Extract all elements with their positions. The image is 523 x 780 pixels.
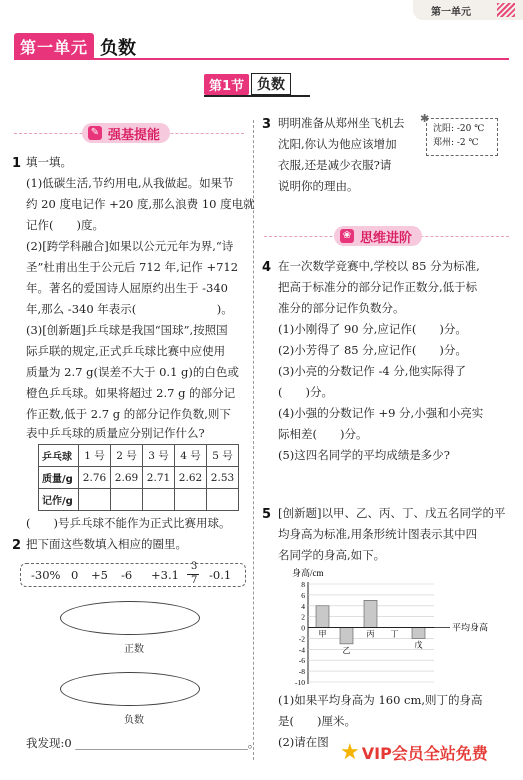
fraction-denominator: 7 [191,575,198,586]
q5-line: 均身高为标准,用条形统计图表示其中四 [278,527,478,541]
y-tick-label: -4 [298,645,305,655]
q5-sub2: (2)请在图 [278,735,329,749]
number-item: 0 [71,568,79,582]
question-number: 5 [262,507,272,522]
table-cell: 2.62 [175,467,207,489]
section-name: 负数 [251,73,291,95]
section-title [204,73,291,95]
q4-line: (4)小强的分数记作 +9 分,小强和小亮实 [278,406,484,420]
q1-line: (2)[跨学科融合]如果以公元元年为界,“诗 [26,239,234,253]
q2-text: 把下面这些数填入相应的圈里。 [26,537,187,551]
answer-cell[interactable] [143,489,175,511]
row-label: 质量/g [39,467,79,489]
temperature-note [426,118,498,156]
stripe-decoration [497,3,515,17]
y-tick-label: -6 [298,656,305,666]
q1-line: 圣”杜甫出生于公元后 712 年,记作 +712 [26,260,239,274]
q1-line: 年。著名的爱国诗人屈原约出生于 -340 [26,281,228,295]
category-label: 丁 [390,629,399,639]
q1-line: 记作( )度。 [26,218,104,232]
chart-y-label: 身高/cm [292,568,324,578]
medal-icon: ❀ [340,229,354,243]
q4-line: 在一次数学竞赛中,学校以 85 分为标准, [278,259,480,273]
q4-line: (3)小亮的分数记作 -4 分,他实际得了 [278,364,466,378]
row-label: 记作/g [39,489,79,511]
table-header-row [39,445,239,467]
positive-ellipse[interactable] [60,601,200,635]
y-tick-label: 4 [301,601,305,611]
chapter-tab [413,0,523,20]
pill-advanced-label: 思维进阶 [360,230,413,246]
answer-cell[interactable] [207,489,239,511]
category-label: 乙 [342,645,351,655]
question-intro: 填一填。 [26,155,72,169]
fraction-numerator: 3 [191,561,198,572]
q4-line: 准分的部分记作负数分。 [278,301,405,315]
question-number: 3 [262,117,272,132]
q3-line: 衣服,还是减少衣服?请 [278,158,392,172]
pencil-icon: ✎ [88,126,102,140]
category-label: 甲 [318,629,327,639]
question-number: 2 [12,538,22,553]
q2-found: 我发现:0 ______________________________。 [26,736,260,750]
q1-line: 约 20 度电记作 +20 度,那么浪费 10 度电就 [26,197,255,211]
height-bar-chart [280,566,510,688]
number-item: -30% [31,568,61,582]
bar [316,606,329,628]
q1-line: (3)[创新题]乒乓球是我国“国球”,按照国 [26,323,228,337]
vip-watermark [340,740,488,765]
number-item: -6 [121,568,133,582]
y-tick-label: 2 [301,612,305,622]
unit-badge: 第一单元 [14,33,94,60]
q3-line: 沈阳,你认为他应该增加 [278,137,397,151]
star-icon: ★ [340,740,360,765]
answer-cell[interactable] [111,489,143,511]
y-tick-label: -2 [298,634,305,644]
q4-line: 把高于标准分的部分记作正数分,低于标 [278,280,478,294]
table-row [39,489,239,511]
table-header: 3 号 [143,445,175,467]
watermark-text: VIP会员全站免费 [361,744,488,763]
table-header: 5 号 [207,445,239,467]
q1-line: (1)低碳生活,节约用电,从我做起。如果节 [26,176,234,190]
category-label: 戊 [414,640,423,650]
q5-sub1: (1)如果平均身高为 160 cm,则丁的身高 [278,693,483,707]
answer-cell[interactable] [79,489,111,511]
q1-line: 表中乒乓球的质量应分别记作什么? [26,426,205,440]
section-badge: 第1节 [204,74,249,95]
q1-after-table: ( )号乒乓球不能作为正式比赛用球。 [26,516,231,530]
answer-cell[interactable] [175,489,207,511]
number-item: +5 [91,568,108,582]
chart-categories [319,630,423,655]
table-header: 1 号 [79,445,111,467]
q4-line: 际相差( )分。 [278,427,368,441]
number-item: -0.1 [209,568,232,582]
q1-line: 年,那么 -340 年表示( )。 [26,302,233,316]
y-tick-label: 6 [301,590,305,600]
bar [364,600,377,627]
q4-line: (2)小芳得了 85 分,应记作( )分。 [278,343,467,357]
y-tick-label: -8 [298,667,305,677]
question-number: 4 [262,260,272,275]
ping-pong-table [38,444,239,511]
q4-line: ( )分。 [278,385,333,399]
table-cell: 2.53 [207,467,239,489]
q5-line: [创新题]以甲、乙、丙、丁、戊五名同学的平 [278,506,506,520]
negative-label: 负数 [124,715,144,726]
table-row [39,467,239,489]
chart-ticks [295,580,305,687]
q1-line: 作正数,低于 2.7 g 的部分记作负数,则下 [26,407,231,421]
q3-line: 说明你的理由。 [278,179,359,193]
y-tick-label: -10 [295,678,305,687]
y-tick-label: 8 [301,580,305,589]
negative-ellipse[interactable] [60,672,200,706]
temperature-line: 沈阳: -20 ℃ [433,124,485,134]
table-header: 乒乓球 [39,445,79,467]
pill-basic-label: 强基提能 [108,127,161,143]
q5-line: 名同学的身高,如下。 [278,548,386,562]
category-label: 丙 [366,629,375,639]
unit-title [14,33,136,60]
table-cell: 2.76 [79,467,111,489]
number-box [20,563,246,587]
q4-line: (5)这四名同学的平均成绩是多少? [278,448,450,462]
q1-line: 质量为 2.7 g(误差不大于 0.1 g)的白色或 [26,365,239,379]
number-item: +3.1 [151,568,179,582]
table-header: 4 号 [175,445,207,467]
table-cell: 2.71 [143,467,175,489]
q4-line: (1)小刚得了 90 分,应记作( )分。 [278,322,467,336]
section-underline [204,95,310,97]
chapter-tab-label: 第一单元 [431,7,471,18]
temperature-line: 郑州: -2 ℃ [433,138,479,148]
column-divider [253,120,254,760]
table-cell: 2.69 [111,467,143,489]
q3-line: 明明准备从郑州坐飞机去 [278,116,405,130]
q5-sub1b: 是( )厘米。 [278,714,356,728]
unit-name: 负数 [100,37,137,59]
pin-icon: ✱ [420,112,430,125]
bar [412,628,425,639]
question-number: 1 [12,156,22,171]
table-header: 2 号 [111,445,143,467]
positive-label: 正数 [124,644,144,655]
title-rule [14,58,509,60]
bar [340,628,353,644]
q1-line: 橙色乒乓球。如果将超过 2.7 g 的部分记 [26,386,236,400]
chart-x-label: 平均身高 [452,622,489,633]
pill-basic [82,123,170,143]
pill-advanced [334,226,422,246]
y-tick-label: 0 [301,623,305,633]
q1-line: 际乒联的规定,正式乒乓球比赛中应使用 [26,344,226,358]
